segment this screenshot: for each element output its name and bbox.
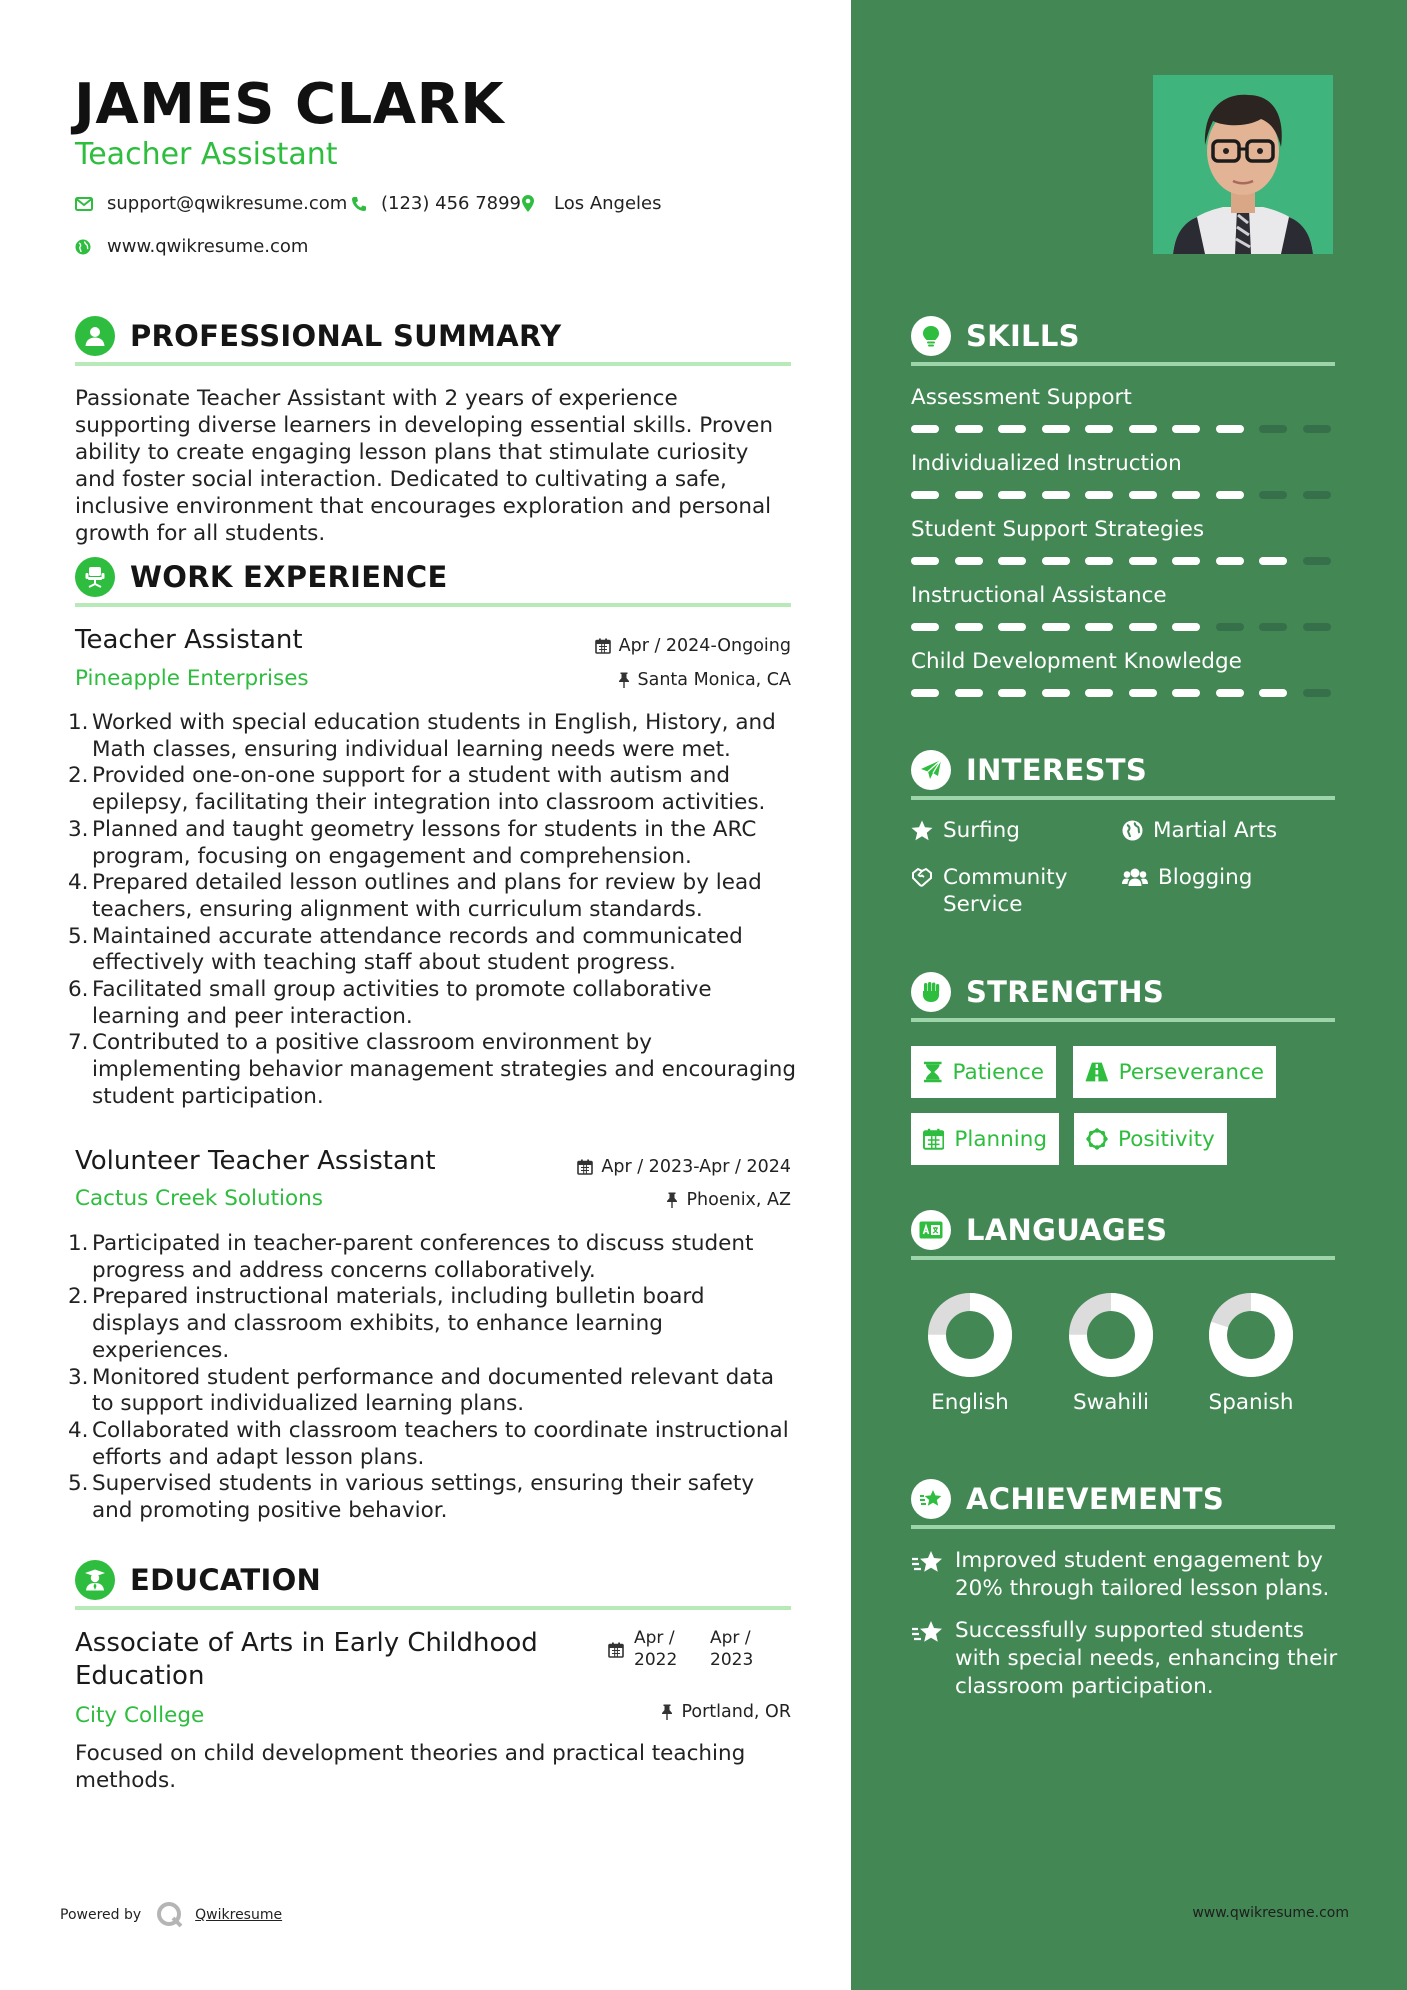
skill-dot [1172,689,1200,697]
location-text: Los Angeles [554,193,662,214]
list-item: 5. Maintained accurate attendance records and communicated effectively with teaching staff about student progress. [68,923,743,976]
skill-dot [1042,689,1070,697]
qwikresume-link[interactable]: Qwikresume [195,1907,283,1923]
summary-title: PROFESSIONAL SUMMARY [130,319,562,353]
education-description: Focused on child development theories and practical teaching methods. [75,1741,746,1793]
education-end: Apr / 2023 [710,1628,754,1670]
calendar-icon [595,638,611,654]
skill-dot [998,623,1026,631]
list-item: 3. Planned and taught geometry lessons for students in the ARC program, focusing on engagement and comprehension. [68,816,757,869]
skill-dot [1042,623,1070,631]
email-text: support@qwikresume.com [107,193,348,214]
skill-dot [955,491,983,499]
contact-website[interactable] [75,236,308,257]
job-dates: Apr / 2023-Apr / 2024 [577,1157,791,1177]
section-divider [911,1525,1335,1529]
graduate-icon [75,1560,115,1600]
contact-location [522,193,662,214]
skill-dot [1259,689,1287,697]
skill-dot [1259,425,1287,433]
job-title: Volunteer Teacher Assistant [75,1146,436,1176]
section-divider [911,1018,1335,1022]
job-title: Teacher Assistant [75,625,303,655]
road-icon [1085,1062,1109,1082]
achievements-title: ACHIEVEMENTS [966,1482,1225,1516]
list-item: 7. Contributed to a positive classroom environment by implementing behavior management strategies and encouraging student participation. [68,1030,796,1109]
education-dates [634,1627,765,1671]
skills-title: SKILLS [966,319,1080,353]
footer-url[interactable]: www.qwikresume.com [1192,1905,1349,1921]
skill-dot [1216,557,1244,565]
section-divider [75,1606,791,1610]
skill-dot [1042,491,1070,499]
section-divider [911,362,1335,366]
education-title: EDUCATION [130,1563,322,1597]
calendar-icon [577,1159,593,1175]
envelope-icon [75,197,93,211]
strength-chip: Patience [911,1046,1056,1098]
skill-dot [1172,425,1200,433]
skill-dot [1303,491,1331,499]
skill-dot [1172,557,1200,565]
skill-dot [955,689,983,697]
job-dates: Apr / 2024-Ongoing [595,636,791,656]
skill-dot [1259,623,1287,631]
skill-level-bar [911,689,1346,697]
list-item: 4. Collaborated with classroom teachers to coordinate instructional efforts and adapt lesson plans. [68,1417,789,1470]
contact-phone[interactable] [351,193,521,214]
education-location: Portland, OR [661,1702,791,1722]
skill-name: Student Support Strategies [911,517,1205,542]
language-item: Spanish [1201,1290,1301,1415]
globe-icon [1122,820,1143,841]
skill-dot [911,689,939,697]
skill-dot [1172,491,1200,499]
list-item: 1. Worked with special education students in English, History, and Math classes, ensuring individual learning needs were met. [68,710,776,762]
skill-dot [955,623,983,631]
skill-dot [1216,425,1244,433]
interest-item: Surfing [911,817,1020,844]
pushpin-icon [618,672,630,688]
section-divider [75,603,791,607]
achievement-item: Successfully supported students with special needs, enhancing their classroom participation. [911,1617,1341,1701]
handshake-icon [911,867,933,887]
skill-dot [1259,557,1287,565]
school-name: City College [75,1703,205,1728]
star-award-icon [911,1550,945,1574]
skill-dot [911,491,939,499]
achievement-item: Improved student engagement by 20% through tailored lesson plans. [911,1547,1341,1603]
list-item: 4. Prepared detailed lesson outlines and plans for review by lead teachers, ensuring alignment with curriculum standards. [68,870,762,922]
calendar-icon [923,1128,944,1150]
contact-email[interactable] [75,193,347,214]
job-responsibilities [68,710,796,1111]
skill-level-bar [911,557,1346,565]
skill-dot [1216,689,1244,697]
skill-dot [1303,425,1331,433]
skill-dot [1172,623,1200,631]
skill-dot [1129,425,1157,433]
lightbulb-icon [911,316,951,356]
summary-text: Passionate Teacher Assistant with 2 years of experience supporting diverse learners in developing essential skills. Proven ability to create engaging lesson plans that stimulate curiosity and foster social interaction. Dedicated to cultivating a safe, inclusive environment that encourages exploration and personal growth for all students. [75,386,773,546]
language-donut [1066,1290,1156,1380]
list-item: 6. Facilitated small group activities to promote collaborative learning and peer interaction. [68,977,712,1029]
user-icon [75,316,115,356]
skill-dot [955,557,983,565]
skill-name: Instructional Assistance [911,583,1167,608]
qwikresume-logo-icon [155,1900,185,1930]
strength-chip: Planning [911,1113,1059,1165]
language-icon [911,1210,951,1250]
website-text: www.qwikresume.com [107,236,309,257]
candidate-name: JAMES CLARK [74,72,505,137]
powered-by: Powered by Qwikresume [60,1900,282,1930]
candidate-role: Teacher Assistant [75,137,338,172]
interest-item: Martial Arts [1122,817,1277,844]
skill-level-bar [911,623,1346,631]
language-donut [1206,1290,1296,1380]
phone-text: (123) 456 7899 [381,193,522,214]
skill-dot [1303,557,1331,565]
skill-dot [1129,623,1157,631]
list-item: 5. Supervised students in various settings, ensuring their safety and promoting positive behavior. [68,1471,755,1524]
skill-dot [955,425,983,433]
skill-dot [1216,623,1244,631]
skill-dot [998,557,1026,565]
pushpin-icon [666,1192,678,1208]
skill-name: Assessment Support [911,385,1132,410]
star-award-icon [911,1620,945,1644]
skill-dot [1303,623,1331,631]
skill-dot [998,425,1026,433]
experience-title: WORK EXPERIENCE [130,560,448,594]
interests-title: INTERESTS [966,753,1148,787]
skill-dot [1129,491,1157,499]
skill-dot [1129,689,1157,697]
strengths-title: STRENGTHS [966,975,1165,1009]
list-item: 3. Monitored student performance and documented relevant data to support individualized learning plans. [68,1364,774,1417]
star-icon [911,820,933,841]
skill-dot [1129,557,1157,565]
languages-title: LANGUAGES [966,1213,1168,1247]
skill-dot [911,623,939,631]
skill-dot [998,689,1026,697]
skill-dot [1042,425,1070,433]
skill-level-bar [911,425,1346,433]
job-location: Santa Monica, CA [618,670,792,690]
phone-icon [351,196,367,212]
skill-dot [1085,491,1113,499]
pushpin-icon [661,1704,673,1720]
strength-chip: Perseverance [1073,1046,1276,1098]
skill-dot [1085,425,1113,433]
office-chair-icon [75,557,115,597]
list-item: 1. Participated in teacher-parent conferences to discuss student progress and address concerns collaboratively. [68,1231,754,1283]
section-divider [75,362,791,366]
skill-name: Individualized Instruction [911,451,1182,476]
job-responsibilities [68,1231,796,1525]
strength-chip: Positivity [1074,1113,1227,1165]
section-divider [911,796,1335,800]
skill-dot [1216,491,1244,499]
skill-dot [1259,491,1287,499]
language-item: English [920,1290,1020,1415]
language-donut [925,1290,1015,1380]
education-start: Apr / 2022 [634,1628,678,1670]
skill-dot [998,491,1026,499]
section-divider [911,1256,1335,1260]
list-item: 2. Provided one-on-one support for a student with autism and epilepsy, facilitating their integration into classroom activities. [68,763,766,816]
map-pin-icon [522,195,534,212]
calendar-icon [608,1642,624,1658]
skill-dot [1085,557,1113,565]
list-item: 2. Prepared instructional materials, including bulletin board displays and classroom exhibits, to enhance learning experiences. [68,1284,705,1363]
globe-icon [75,239,91,255]
job-location: Phoenix, AZ [666,1190,791,1210]
skill-dot [1303,689,1331,697]
degree-title: Associate of Arts in Early Childhood Education [75,1628,538,1691]
raised-fist-icon [911,972,951,1012]
profile-photo [1153,75,1333,254]
star-award-icon [911,1479,951,1519]
users-icon [1122,867,1148,887]
language-item: Swahili [1061,1290,1161,1415]
hourglass-icon [923,1061,943,1083]
skill-dot [1085,689,1113,697]
interest-item: Blogging [1122,864,1252,891]
skill-dot [1085,623,1113,631]
skill-dot [1042,557,1070,565]
skill-dot [911,557,939,565]
job-company: Pineapple Enterprises [75,666,309,691]
paper-plane-icon [911,750,951,790]
interest-item: Community Service [911,864,1111,918]
skill-level-bar [911,491,1346,499]
spinner-icon [1086,1128,1108,1150]
skill-name: Child Development Knowledge [911,649,1242,674]
job-company: Cactus Creek Solutions [75,1186,324,1211]
skill-dot [911,425,939,433]
